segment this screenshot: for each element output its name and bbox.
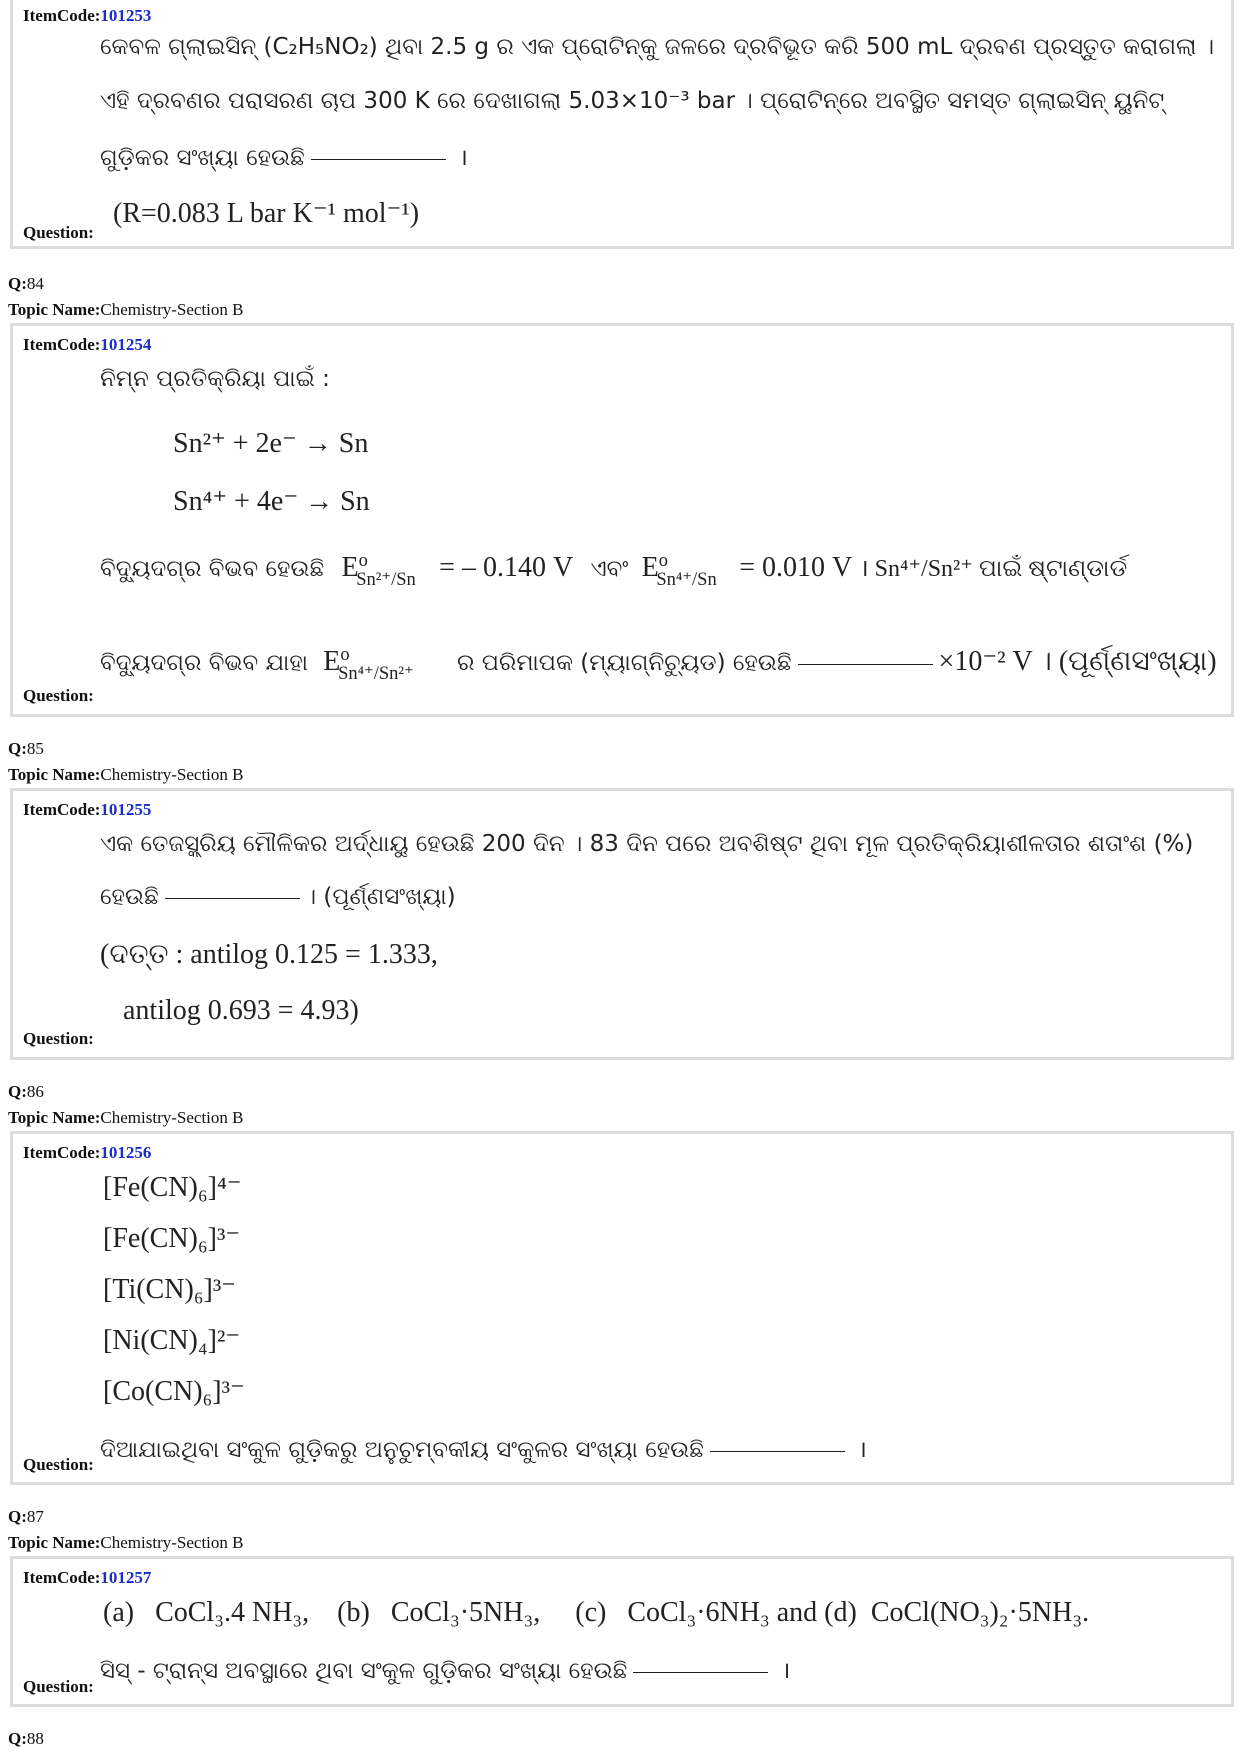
topic-label: Topic Name: <box>8 1108 101 1127</box>
reaction-2: Sn⁴⁺ + 4e⁻ → Sn <box>173 486 370 517</box>
potential-value-2: = 0.010 V <box>739 552 853 583</box>
question-text: ଦିଆଯାଇଥିବା ସଂକୁଳ ଗୁଡ଼ିକରୁ ଅନୁଚୁମ୍ବକୀୟ ସଂକୁଳର ସଂଖ୍ୟା ହେଉଛି <box>100 1437 704 1463</box>
answer-blank <box>710 1450 845 1452</box>
itemcode-label: ItemCode: <box>23 1568 101 1587</box>
q-value: 87 <box>26 1507 44 1526</box>
question-text: । Sn⁴⁺/Sn²⁺ ପାଇଁ ଷ୍ଟାଣ୍ଡାର୍ଡ <box>859 556 1128 582</box>
given-data: (ଦତ୍ତ : antilog 0.125 = 1.333, <box>100 939 438 970</box>
question-text-line: ଏକ ତେଜସ୍କ୍ରିୟ ମୌଳିକର ଅର୍ଦ୍ଧାୟୁ ହେଉଛି 200 ଦିନ । 83 ଦିନ ପରେ ଅବଶିଷ୍ଟ ଥିବା ମୂଳ ପ୍ରତିକ୍ରିୟାଶୀଳତାର ଶତାଂଶ (%) <box>100 831 1194 857</box>
q-label: Q: <box>8 1729 27 1748</box>
question-label: Question: <box>23 686 94 705</box>
question-text: ଗୁଡ଼ିକର ସଂଖ୍ୟା ହେଉଛି <box>100 145 305 171</box>
q-value: 88 <box>26 1729 44 1748</box>
topic-row <box>8 1108 243 1128</box>
question-text: ×10⁻² V । (ପୂର୍ଣ୍ଣସଂଖ୍ୟା) <box>938 646 1217 677</box>
topic-label: Topic Name: <box>8 765 101 784</box>
itemcode-value: 101254 <box>100 335 152 354</box>
question-box-101253 <box>10 0 1234 249</box>
question-text-line: ଏହି ଦ୍ରବଣର ପରାସରଣ ଚାପ 300 K ରେ ଦେଖାଗଲା 5.03×10⁻³ bar । ପ୍ରୋଟିନ୍‌ରେ ଅବସ୍ଥିତ ସମସ୍ତ ଗ୍ଲାଇସିନ୍ ୟୁନିଟ୍ <box>100 88 1165 114</box>
question-text: ହେଉଛି <box>100 884 159 910</box>
q-label: Q: <box>8 739 27 758</box>
topic-row <box>8 765 243 785</box>
question-number <box>8 1729 44 1749</box>
question-text-line: ସିସ୍ - ଟ୍ରାନ୍ସ ଅବସ୍ଥାରେ ଥିବା ସଂକୁଳ ଗୁଡ଼ିକର ସଂଖ୍ୟା ହେଉଛି । <box>100 1658 791 1684</box>
complex-2: [Fe(CN)₆]³⁻ <box>103 1223 241 1254</box>
complex-3: [Ti(CN)₆]³⁻ <box>103 1274 237 1305</box>
electrode-label: Sn⁴⁺/Sn <box>656 568 717 589</box>
potential-value-1: = – 0.140 V <box>439 552 574 583</box>
itemcode-row <box>23 800 151 820</box>
question-number <box>8 274 44 294</box>
options-line: (a) CoCl₃.4 NH₃, (b) CoCl₃·5NH₃, (c) CoCl₃·6NH₃ and (d) CoCl(NO₃)₂·5NH₃. <box>103 1597 1090 1628</box>
itemcode-row <box>23 1568 151 1588</box>
answer-blank <box>633 1671 768 1673</box>
question-box-101256 <box>10 1131 1234 1485</box>
q-label: Q: <box>8 1082 27 1101</box>
question-box-101254 <box>10 323 1234 717</box>
electrode-potential-3: $E^o$ Sn⁴⁺/Sn²⁺ <box>323 643 414 683</box>
topic-value: Chemistry-Section B <box>100 1533 244 1552</box>
itemcode-value: 101253 <box>100 6 152 25</box>
itemcode-label: ItemCode: <box>23 1143 101 1162</box>
itemcode-row <box>23 1143 151 1163</box>
potential-line-2 <box>100 643 1217 683</box>
complex-4: [Ni(CN)₄]²⁻ <box>103 1325 241 1356</box>
question-number <box>8 1082 44 1102</box>
complex-5: [Co(CN)₆]³⁻ <box>103 1376 245 1407</box>
electrode-label: Sn²⁺/Sn <box>356 568 416 589</box>
electrode-potential-2: $E^o$ Sn⁴⁺/Sn <box>641 549 717 589</box>
conjunction: ଏବଂ <box>590 556 629 582</box>
electrode-label: Sn⁴⁺/Sn²⁺ <box>338 662 414 683</box>
given-data: antilog 0.693 = 4.93) <box>123 995 359 1026</box>
q-label: Q: <box>8 1507 27 1526</box>
potential-line <box>100 549 1128 589</box>
answer-blank <box>165 897 300 899</box>
given-constant: (R=0.083 L bar K⁻¹ mol⁻¹) <box>113 198 420 229</box>
q-value: 84 <box>26 274 44 293</box>
q-value: 86 <box>26 1082 44 1101</box>
question-label: Question: <box>23 1029 94 1048</box>
question-text-line: କେବଳ ଗ୍ଲାଇସିନ୍ (C₂H₅NO₂) ଥିବା 2.5 g ର ଏକ ପ୍ରୋଟିନ୍‌କୁ ଜଳରେ ଦ୍ରବିଭୂତ କରି 500 mL ଦ୍ରବଣ ପ୍ରସ୍ତୁତ କରାଗଲା । <box>100 34 1215 60</box>
question-text-line: ଦିଆଯାଇଥିବା ସଂକୁଳ ଗୁଡ଼ିକରୁ ଅନୁଚୁମ୍ବକୀୟ ସଂକୁଳର ସଂଖ୍ୟା ହେଉଛି । <box>100 1437 867 1463</box>
reaction-1: Sn²⁺ + 2e⁻ → Sn <box>173 428 369 459</box>
answer-blank <box>311 158 446 160</box>
topic-label: Topic Name: <box>8 1533 101 1552</box>
topic-value: Chemistry-Section B <box>100 300 244 319</box>
itemcode-value: 101256 <box>100 1143 152 1162</box>
question-text: । (ପୂର୍ଣ୍ଣସଂଖ୍ୟା) <box>305 884 456 910</box>
question-label: Question: <box>23 1455 94 1474</box>
question-number <box>8 1507 44 1527</box>
itemcode-row <box>23 6 151 26</box>
question-text: ର ପରିମାପକ (ମ୍ୟାଗ୍ନିଚ୍ୟୁଡ) ହେଉଛି <box>456 650 792 676</box>
question-box-101257 <box>10 1556 1234 1707</box>
q-label: Q: <box>8 274 27 293</box>
itemcode-label: ItemCode: <box>23 335 101 354</box>
q-value: 85 <box>26 739 44 758</box>
question-text-line: ଗୁଡ଼ିକର ସଂଖ୍ୟା ହେଉଛି । <box>100 145 468 171</box>
question-number <box>8 739 44 759</box>
complex-1: [Fe(CN)₆]⁴⁻ <box>103 1172 242 1203</box>
question-text: ସିସ୍ - ଟ୍ରାନ୍ସ ଅବସ୍ଥାରେ ଥିବା ସଂକୁଳ ଗୁଡ଼ିକର ସଂଖ୍ୟା ହେଉଛି <box>100 1658 628 1684</box>
topic-row <box>8 300 243 320</box>
question-label: Question: <box>23 1677 94 1696</box>
topic-value: Chemistry-Section B <box>100 765 244 784</box>
question-text-line <box>100 884 456 910</box>
topic-row <box>8 1533 243 1553</box>
electrode-potential-1: $E^o$ Sn²⁺/Sn <box>341 549 416 589</box>
question-text-line: ନିମ୍ନ ପ୍ରତିକ୍ରିୟା ପାଇଁ : <box>100 366 330 392</box>
answer-blank <box>798 663 933 665</box>
itemcode-label: ItemCode: <box>23 6 101 25</box>
question-label: Question: <box>23 223 94 242</box>
question-box-101255 <box>10 788 1234 1060</box>
itemcode-row <box>23 335 151 355</box>
itemcode-value: 101255 <box>100 800 152 819</box>
topic-label: Topic Name: <box>8 300 101 319</box>
question-text: ବିଦ୍ୟୁଦଗ୍ର ବିଭବ ଯାହା <box>100 650 308 676</box>
topic-value: Chemistry-Section B <box>100 1108 244 1127</box>
question-text: ବିଦ୍ୟୁଦଗ୍ର ବିଭବ ହେଉଛି <box>100 556 325 582</box>
itemcode-label: ItemCode: <box>23 800 101 819</box>
itemcode-value: 101257 <box>100 1568 152 1587</box>
